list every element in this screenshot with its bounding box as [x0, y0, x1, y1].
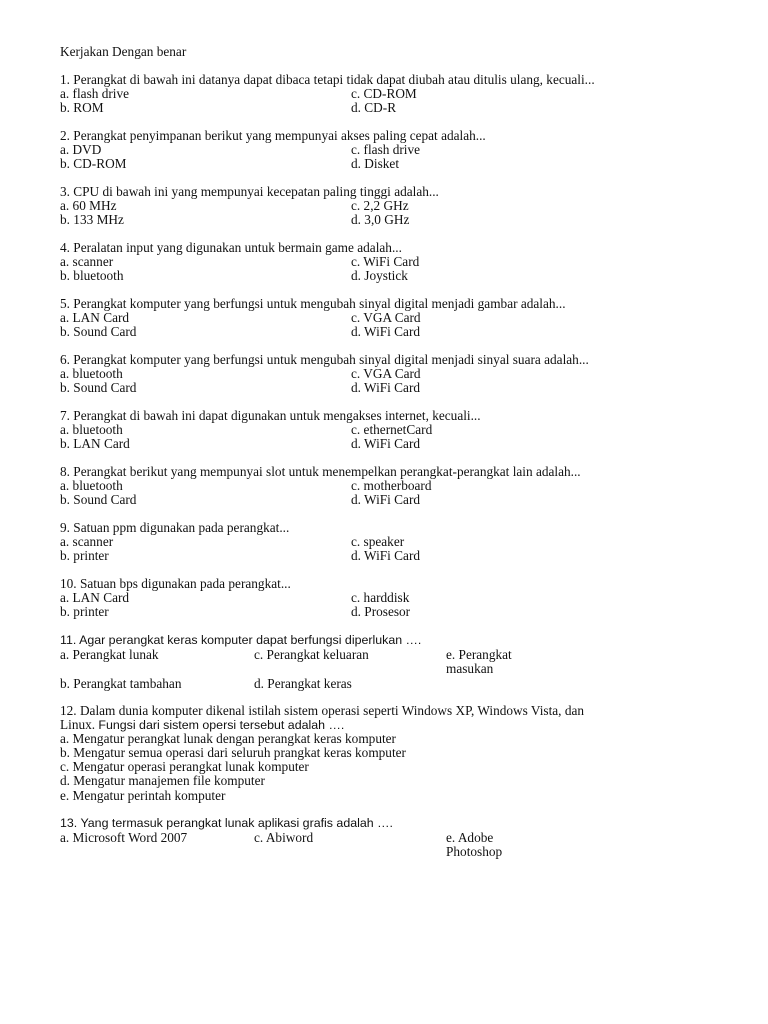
option-b: b. Perangkat tambahan	[60, 676, 182, 691]
option-d: d. WiFi Card	[351, 492, 421, 507]
option-a: a. Perangkat lunak	[60, 647, 159, 662]
option-c: c. Abiword	[254, 830, 314, 845]
option-d: d. WiFi Card	[351, 436, 421, 451]
question-8-text: 8. Perangkat berikut yang mempunyai slot untuk menempelkan perangkat-perangkat lain adalah...	[60, 464, 581, 479]
option-a: a. flash drive	[60, 86, 130, 101]
option-d: d. Mengatur manajemen file komputer	[60, 773, 265, 788]
question-11-text: 11. Agar perangkat keras komputer dapat berfungsi diperlukan ….	[60, 633, 422, 647]
question-12-text: 12. Dalam dunia komputer dikenal istilah sistem operasi seperti Windows XP, Windows Vista, dan	[60, 703, 585, 718]
option-d: d. WiFi Card	[351, 548, 421, 563]
option-c: c. WiFi Card	[351, 254, 420, 269]
question-4-text: 4. Peralatan input yang digunakan untuk bermain game adalah...	[60, 240, 402, 255]
option-e-continued: Photoshop	[446, 844, 503, 859]
option-c: c. motherboard	[351, 478, 432, 493]
option-a: a. scanner	[60, 534, 114, 549]
question-10-text: 10. Satuan bps digunakan pada perangkat...	[60, 576, 291, 591]
option-a: a. 60 MHz	[60, 198, 117, 213]
option-e: e. Adobe	[446, 830, 494, 845]
question-7-text: 7. Perangkat di bawah ini dapat digunakan untuk mengakses internet, kecuali...	[60, 408, 481, 423]
option-a: a. Mengatur perangkat lunak dengan perangkat keras komputer	[60, 731, 396, 746]
option-b: b. Sound Card	[60, 380, 137, 395]
option-e: e. Perangkat	[446, 647, 512, 662]
option-c: c. ethernetCard	[351, 422, 433, 437]
option-d: d. WiFi Card	[351, 324, 421, 339]
option-a: a. LAN Card	[60, 310, 130, 325]
option-c: c. 2,2 GHz	[351, 198, 409, 213]
option-d: d. Joystick	[351, 268, 408, 283]
question-13-text: 13. Yang termasuk perangkat lunak aplikasi grafis adalah ….	[60, 816, 393, 830]
option-a: a. bluetooth	[60, 366, 123, 381]
question-9-text: 9. Satuan ppm digunakan pada perangkat...	[60, 520, 290, 535]
option-b: b. CD-ROM	[60, 156, 127, 171]
question-1-text: 1. Perangkat di bawah ini datanya dapat dibaca tetapi tidak dapat diubah atau ditulis ulang, kecuali...	[60, 72, 595, 87]
option-c: c. harddisk	[351, 590, 410, 605]
option-c: c. flash drive	[351, 142, 421, 157]
option-c: c. Perangkat keluaran	[254, 647, 369, 662]
option-a: a. bluetooth	[60, 422, 123, 437]
option-a: a. LAN Card	[60, 590, 130, 605]
option-b: b. Sound Card	[60, 492, 137, 507]
option-c: c. VGA Card	[351, 366, 421, 381]
option-d: d. Disket	[351, 156, 400, 171]
option-e-continued: masukan	[446, 661, 494, 676]
option-d: d. Perangkat keras	[254, 676, 352, 691]
option-c: c. CD-ROM	[351, 86, 417, 101]
option-d: d. CD-R	[351, 100, 397, 115]
option-a: a. Microsoft Word 2007	[60, 830, 188, 845]
option-b: b. LAN Card	[60, 436, 130, 451]
option-b: b. ROM	[60, 100, 104, 115]
option-c: c. speaker	[351, 534, 405, 549]
option-a: a. bluetooth	[60, 478, 123, 493]
option-c: c. Mengatur operasi perangkat lunak komputer	[60, 759, 309, 774]
option-e: e. Mengatur perintah komputer	[60, 788, 226, 803]
question-5-text: 5. Perangkat komputer yang berfungsi untuk mengubah sinyal digital menjadi gambar adalah...	[60, 296, 566, 311]
option-b: b. Sound Card	[60, 324, 137, 339]
worksheet-title: Kerjakan Dengan benar	[60, 44, 187, 59]
option-b: b. bluetooth	[60, 268, 124, 283]
option-b: b. Mengatur semua operasi dari seluruh prangkat keras komputer	[60, 745, 406, 760]
question-12-text-continued: Linux. Fungsi dari sistem opersi tersebut adalah ….	[60, 717, 345, 732]
question-3-text: 3. CPU di bawah ini yang mempunyai kecepatan paling tinggi adalah...	[60, 184, 439, 199]
option-a: a. scanner	[60, 254, 114, 269]
option-b: b. printer	[60, 604, 109, 619]
option-d: d. WiFi Card	[351, 380, 421, 395]
question-6-text: 6. Perangkat komputer yang berfungsi untuk mengubah sinyal digital menjadi sinyal suara adalah...	[60, 352, 589, 367]
option-c: c. VGA Card	[351, 310, 421, 325]
question-2-text: 2. Perangkat penyimpanan berikut yang mempunyai akses paling cepat adalah...	[60, 128, 486, 143]
option-a: a. DVD	[60, 142, 102, 157]
option-b: b. 133 MHz	[60, 212, 124, 227]
option-d: d. Prosesor	[351, 604, 411, 619]
option-d: d. 3,0 GHz	[351, 212, 410, 227]
option-b: b. printer	[60, 548, 109, 563]
